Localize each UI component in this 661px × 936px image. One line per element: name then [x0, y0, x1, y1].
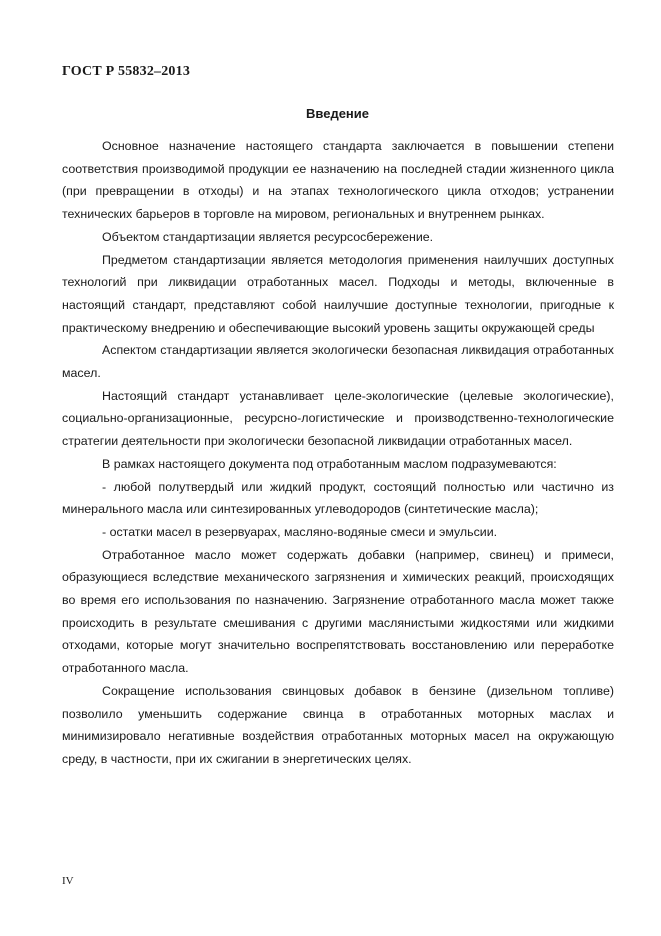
- paragraph-definition-intro: В рамках настоящего документа под отработанным маслом подразумеваются:: [102, 456, 557, 471]
- paragraph-object: Объектом стандартизации является ресурсосбережение.: [102, 229, 434, 244]
- list-item: - остатки масел в резервуарах, масляно-водяные смеси и эмульсии.: [102, 524, 498, 539]
- section-title: Введение: [306, 106, 369, 121]
- paragraph-subject: Предметом стандартизации является методология применения наилучших доступных технологий при ликвидации отработанных масел. Подходы и методы, включенные в настоящий стандарт, представляют собой наилучшие доступные технологии, пригодные к практическому внедрению и обеспечивающие высокий уровень защиты окружающей среды: [62, 252, 614, 335]
- body-text: [62, 135, 614, 771]
- paragraph-purpose: Основное назначение настоящего стандарта заключается в повышении степени соответствия производимой продукции ее назначению на последней стадии жизненного цикла (при превращении в отходы) и на этапах технологического цикла отходов; устранении технических барьеров в торговле на мировом, региональных и внутреннем рынках.: [62, 139, 614, 222]
- page-number: IV: [62, 875, 74, 887]
- paragraph-contamination: Отработанное масло может содержать добавки (например, свинец) и примеси, образующиеся вследствие механического загрязнения и химических реакций, происходящих во время его использования по назначению. Загрязнение отработанного масла может также происходить в результате смешивания с другими маслянистыми жидкостями или жидкими отходами, которые могут значительно воспрепятствовать восстановлению или переработке отработанного масла.: [62, 547, 614, 676]
- paragraph-strategies: Настоящий стандарт устанавливает целе-экологические (целевые экологические), социально-организационные, ресурсно-логистические и производственно-технологические стратегии деятельности при экологически безопасной ликвидации отработанных масел.: [62, 388, 614, 449]
- paragraph-aspect: Аспектом стандартизации является экологически безопасная ликвидация отработанных масел.: [62, 343, 614, 381]
- list-item: - любой полутвердый или жидкий продукт, состоящий полностью или частично из минерального масла или синтезированных углеводородов (синтетические масла);: [62, 479, 614, 517]
- paragraph-lead-reduction: Сокращение использования свинцовых добавок в бензине (дизельном топливе) позволило уменьшить содержание свинца в отработанных моторных маслах и минимизировало негативные воздействия отработанных моторных масел на окружающую среду, в частности, при их сжигании в энергетических целях.: [62, 683, 614, 766]
- document-code: ГОСТ Р 55832–2013: [62, 64, 191, 79]
